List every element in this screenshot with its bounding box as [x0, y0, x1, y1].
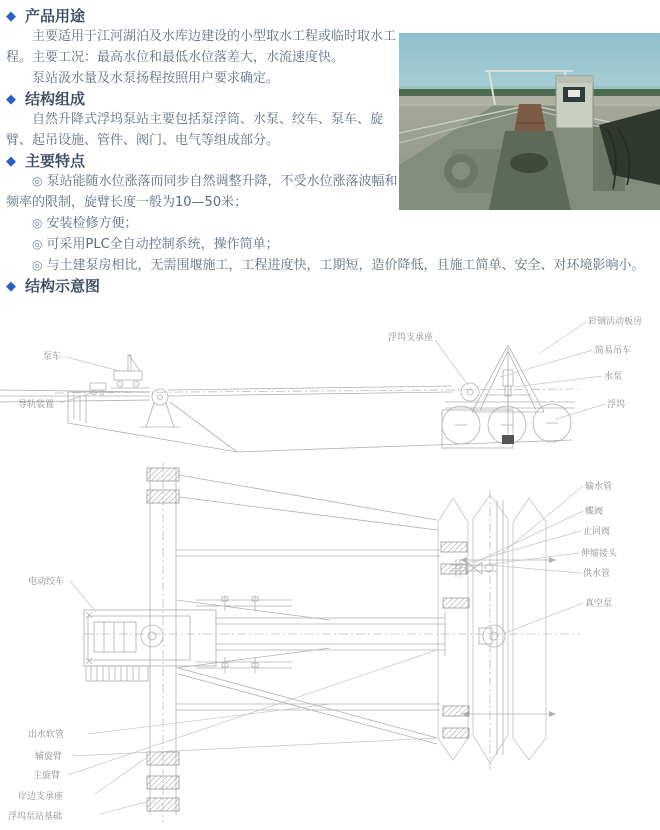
label-delivery-pipe: 输水管 — [585, 482, 613, 492]
feature-item — [6, 171, 398, 213]
section-title-usage-text: 产品用途 — [25, 7, 86, 25]
section-title-features-text: 主要特点 — [25, 152, 86, 170]
label-aux-arm: 辅旋臂 — [35, 752, 63, 762]
circle-bullet-icon: ◎ — [32, 216, 43, 230]
label-electric-winch: 电动绞车 — [28, 577, 65, 587]
label-vacuum-pump: 真空泵 — [585, 599, 613, 609]
label-butterfly-valve: 蝶阀 — [585, 507, 604, 517]
site-photo — [399, 33, 660, 210]
label-main-arm: 主旋臂 — [33, 771, 61, 781]
section-title-diagram — [6, 276, 656, 296]
diamond-bullet-icon: ◆ — [6, 8, 16, 24]
feature-item — [6, 234, 398, 255]
section-title-usage — [6, 6, 656, 26]
label-pontoon: 浮坞 — [607, 400, 626, 410]
label-foundation: 浮坞泵站基础 — [8, 812, 63, 822]
label-shore-support: 岸边支承座 — [18, 792, 64, 802]
structure-diagram — [0, 315, 660, 830]
feature-item — [6, 255, 656, 276]
usage-paragraph-1: 主要适用于江河湖泊及水库边建设的小型取水工程或临时取水工程。主要工况：最高水位和最低水位落差大，水流速度快。 — [6, 29, 397, 65]
section-title-diagram-text: 结构示意图 — [25, 277, 101, 295]
label-expansion-joint: 伸缩接头 — [581, 549, 618, 559]
label-water-pump: 水泵 — [604, 372, 623, 382]
feature-item-text: 可采用PLC全自动控制系统，操作简单； — [46, 237, 279, 252]
feature-item-text: 安装检修方便； — [46, 216, 138, 231]
label-simple-crane: 简易吊车 — [595, 346, 632, 356]
label-guide-rail: 导轨装置 — [18, 400, 55, 410]
feature-item-text: 泵站能随水位涨落而同步自然调整升降，不受水位涨落波幅和频率的限制，旋臂长度一般为10—50米； — [6, 174, 398, 210]
label-check-valve: 止回阀 — [583, 527, 611, 537]
site-photo-image — [399, 33, 660, 210]
circle-bullet-icon: ◎ — [32, 258, 43, 272]
circle-bullet-icon: ◎ — [32, 174, 43, 188]
section-title-composition-text: 结构组成 — [25, 90, 86, 108]
label-supply-pipe: 供水管 — [583, 569, 611, 579]
schematic-linework — [0, 315, 660, 830]
feature-item-text: 与土建泵房相比，无需围堰施工，工程进度快，工期短，造价降低，且施工简单、安全、对环境影响小。 — [46, 258, 645, 273]
label-steel-house: 彩钢活动板房 — [588, 317, 643, 327]
label-outlet-hose: 出水软管 — [28, 730, 65, 740]
label-dock-support: 浮坞支承座 — [388, 333, 434, 343]
label-pump-truck: 泵车 — [43, 352, 62, 362]
feature-item — [6, 213, 398, 234]
diamond-bullet-icon: ◆ — [6, 91, 16, 107]
diamond-bullet-icon: ◆ — [6, 278, 16, 294]
composition-paragraph: 自然升降式浮坞泵站主要包括泵浮筒、水泵、绞车、泵车、旋臂、起吊设施、管件、阀门、电气等组成部分。 — [6, 112, 384, 148]
usage-paragraph-2: 泵站汲水量及水泵扬程按照用户要求确定。 — [32, 71, 280, 86]
diamond-bullet-icon: ◆ — [6, 153, 16, 169]
circle-bullet-icon: ◎ — [32, 237, 43, 251]
